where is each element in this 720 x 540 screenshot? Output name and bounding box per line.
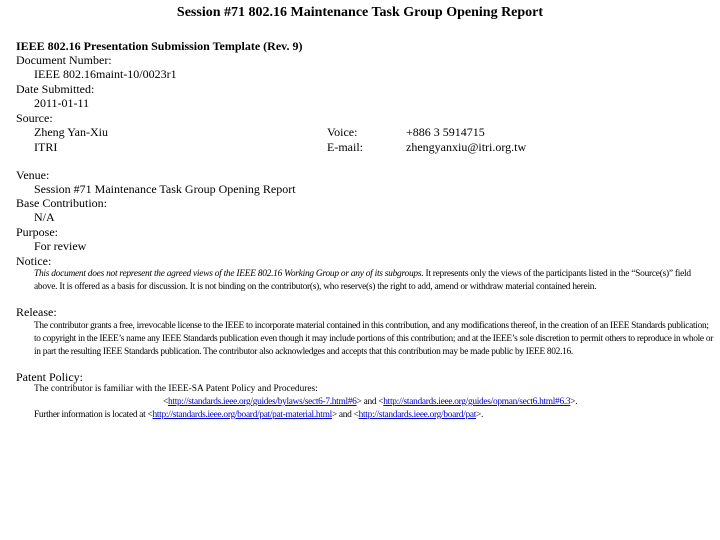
source-name: Zheng Yan-Xiu	[34, 125, 108, 139]
patent-policy-intro: The contributor is familiar with the IEEE-SA Patent Policy and Procedures:	[34, 384, 318, 394]
notice-italic: This document does not represent the agreed views of the IEEE 802.16 Working Group or any of its subgroups	[34, 269, 422, 279]
patent-policy-label: Patent Policy:	[16, 370, 83, 384]
notice-body: . It represents only the views of the participants listed in the “Source(s)” field above. It is offered as a basis for discussion. It is not binding on the contributor(s), who reserve(s) the right to add, amend or withdraw material contained herein.	[34, 269, 691, 292]
voice-value: +886 3 5914715	[406, 125, 485, 139]
purpose-value: For review	[34, 239, 87, 253]
patent-links-line: <http://standards.ieee.org/guides/bylaws/sect6-7.html#6> and <http://standards.ieee.org/guides/opman/sect6.html#6.3>.	[163, 397, 578, 407]
purpose-label: Purpose:	[16, 225, 58, 239]
email-label: E-mail:	[327, 140, 363, 154]
source-label: Source:	[16, 111, 53, 125]
date-submitted-label: Date Submitted:	[16, 82, 95, 96]
base-contribution-label: Base Contribution:	[16, 196, 107, 210]
bylaws-link[interactable]: http://standards.ieee.org/guides/bylaws/sect6-7.html#6	[168, 397, 357, 407]
page-title: Session #71 802.16 Maintenance Task Group Opening Report	[176, 5, 544, 20]
release-label: Release:	[16, 305, 57, 319]
notice-text	[34, 268, 714, 294]
document-number-value: IEEE 802.16maint-10/0023r1	[34, 67, 177, 81]
venue-label: Venue:	[16, 168, 50, 182]
notice-label: Notice:	[16, 254, 52, 268]
template-title: IEEE 802.16 Presentation Submission Template (Rev. 9)	[16, 39, 303, 53]
email-value: zhengyanxiu@itri.org.tw	[406, 140, 527, 154]
voice-label: Voice:	[327, 125, 358, 139]
pat-material-link[interactable]: http://standards.ieee.org/board/pat/pat-material.html	[152, 410, 332, 420]
release-text: The contributor grants a free, irrevocable license to the IEEE to incorporate material contained in this contribution, and any modifications thereof, in the creation of an IEEE Standards publication; to copyright in the IEEE’s name any IEEE Standards publication even though it may include portions of this contribution; and at the IEEE’s sole discretion to permit others to reproduce in whole or in part the resulting IEEE Standards publication. The contributor also acknowledges and accepts that this contribution may be made public by IEEE 802.16.	[34, 321, 714, 357]
document-number-label: Document Number:	[16, 53, 112, 67]
date-submitted-value: 2011-01-11	[34, 96, 90, 110]
source-org: ITRI	[34, 140, 58, 154]
opman-link[interactable]: http://standards.ieee.org/guides/opman/sect6.html#6.3	[383, 397, 571, 407]
further-info-text: Further information is located at	[34, 410, 146, 420]
base-contribution-value: N/A	[34, 210, 55, 224]
further-info-line: Further information is located at <http://standards.ieee.org/board/pat/pat-material.html> and <http://standards.ieee.org/board/pat>.	[34, 410, 484, 420]
pat-board-link[interactable]: http://standards.ieee.org/board/pat	[358, 410, 477, 420]
venue-value: Session #71 Maintenance Task Group Opening Report	[34, 182, 296, 196]
